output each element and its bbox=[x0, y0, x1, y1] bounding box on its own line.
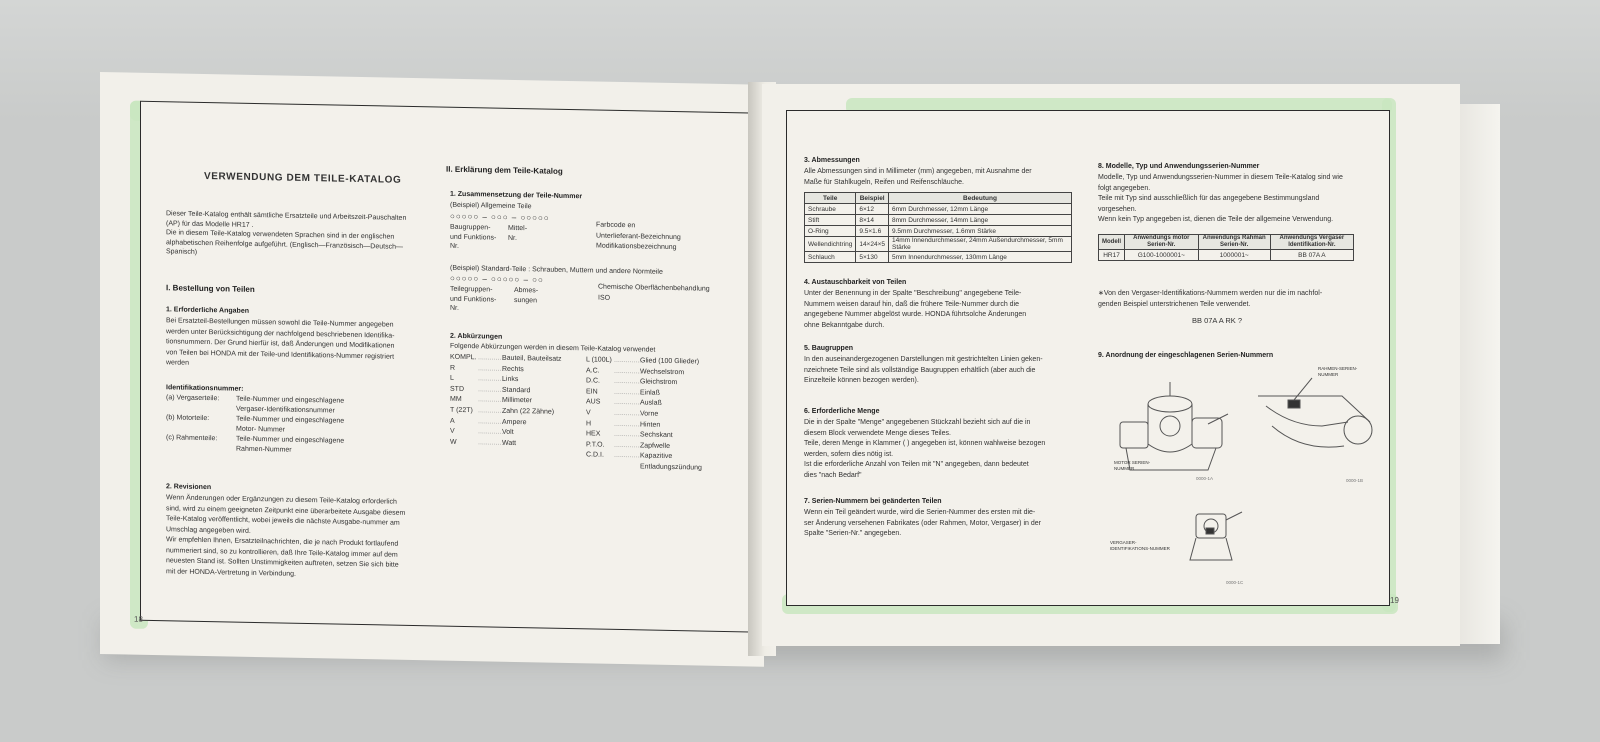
text-line: Teile, deren Menge in Klammer ( ) angegeben ist, können wahlweise bezogen bbox=[804, 440, 1046, 447]
leader-dots: .............. bbox=[614, 409, 642, 418]
ident-title: Identifikationsnummer: bbox=[166, 384, 244, 393]
text-line: Modelle, Typ und Anwendungsserien-Nummer in diesem Teile-Katalog sind wie bbox=[1098, 174, 1343, 181]
text-line: In den auseinandergezogenen Darstellungen mit gestrichtelten Linien geken- bbox=[804, 356, 1043, 363]
abbr-value: Vorne bbox=[640, 410, 659, 418]
text-line: ohne Bekanntgabe durch. bbox=[804, 321, 885, 329]
abbr-key: W bbox=[450, 438, 457, 446]
column-header: Teile bbox=[805, 193, 856, 204]
abbr-value: Hinten bbox=[640, 420, 661, 429]
subsection-title: 1. Erforderliche Angaben bbox=[166, 306, 249, 315]
leader-dots: .............. bbox=[614, 367, 642, 375]
table-cell: 14mm Innendurchmesser, 24mm Außendurchmesser, 5mm Stärke bbox=[889, 237, 1072, 252]
abbr-key: T (22T) bbox=[450, 406, 473, 415]
table-row bbox=[805, 215, 1072, 226]
abbr-key: V bbox=[586, 409, 591, 417]
model-table bbox=[1098, 234, 1354, 261]
example-code: ○○○○○ – ○○○ – ○○○○○ bbox=[450, 211, 550, 223]
column-header: Modell bbox=[1099, 235, 1125, 250]
abbr-key: AUS bbox=[586, 398, 601, 406]
ident-value: Rahmen-Nummer bbox=[236, 445, 292, 454]
ident-label: (b) Motorteile: bbox=[166, 414, 210, 423]
frame-serial-label: RAHMEN-SERIEN-NUMMER bbox=[1318, 366, 1358, 377]
text-line: folgt angegeben. bbox=[1098, 184, 1151, 192]
subsection-title: 4. Austauschbarkeit von Teilen bbox=[804, 279, 907, 286]
text-line: Die in der Spalte "Menge" angegebenen Stückzahl bezieht sich auf die in bbox=[804, 419, 1031, 426]
ident-value: Motor- Nummer bbox=[236, 425, 286, 434]
text-line: werden, sofern dies nötig ist. bbox=[804, 450, 894, 458]
abbr-intro: Folgende Abkürzungen werden in diesem Teile-Katalog verwendet bbox=[450, 342, 656, 354]
subsection-title: 7. Serien-Nummern bei geänderten Teilen bbox=[804, 498, 942, 505]
abbr-value: Standard bbox=[502, 386, 531, 395]
text-line: Nummern weisen darauf hin, daß die frühere Teile-Nummer durch die bbox=[804, 300, 1020, 308]
text-line: werden bbox=[166, 359, 189, 367]
abbr-value: Kapazitive bbox=[640, 452, 673, 461]
table-cell: 8mm Durchmesser, 14mm Länge bbox=[889, 215, 1072, 226]
subsection-title: 3. Abmessungen bbox=[804, 157, 860, 164]
text-line: Teile-Katalog veröffentlicht, wobei jeweils die nächste Ausgabe-nummer am bbox=[166, 515, 400, 527]
ident-value: Teile-Nummer und eingeschlagene bbox=[236, 435, 345, 445]
figure-code: 0000-1B bbox=[1346, 478, 1364, 483]
ident-label: (c) Rahmenteile: bbox=[166, 434, 218, 443]
leader-dots: .............. bbox=[614, 431, 642, 439]
text-line: Unterlieferant-Bezeichnung bbox=[596, 232, 681, 241]
text-line: Modifikationsbezeichnung bbox=[596, 242, 677, 252]
column-header: Bedeutung bbox=[889, 193, 1072, 204]
text-line: Nr. bbox=[450, 242, 459, 250]
ident-value: Vergaser-Identifikationsnummer bbox=[236, 405, 335, 415]
leader-dots: .............. bbox=[478, 428, 506, 436]
table-cell: 8×14 bbox=[856, 215, 889, 226]
right-page bbox=[762, 84, 1460, 646]
text-line: und Funktions- bbox=[450, 233, 497, 242]
leader-dots: .............. bbox=[614, 441, 642, 450]
text-line: neuesten Stand ist. Sollten Unstimmigkeiten auftreten, setzen Sie sich bitte bbox=[166, 557, 399, 569]
text-line: Unter der Benennung in der Spalte "Beschreibung" angegebene Teile- bbox=[804, 290, 1022, 297]
abbr-value: Wechselstrom bbox=[640, 367, 685, 376]
table-cell: O-Ring bbox=[805, 226, 856, 237]
abbr-key: L (100L) bbox=[586, 356, 612, 364]
text-line: genden Beispiel unterstrichenen Teile verwendet. bbox=[1098, 300, 1251, 308]
text-line: nummeriert sind, so zu kontrollieren, daß Ihre Teile-Katalog immer auf dem bbox=[166, 546, 398, 559]
leader-dots: .............. bbox=[614, 399, 642, 407]
abbr-value: Volt bbox=[502, 428, 514, 437]
motor-serial-label: MOTOR SERIEN-NUMMER bbox=[1114, 460, 1151, 471]
text-line: Abmes- bbox=[514, 286, 539, 295]
text-line: Wir empfehlen Ihnen, Ersatzteilnachrichten, die je nach Produkt fortlaufend bbox=[166, 536, 399, 548]
abbr-key: D.C. bbox=[586, 377, 600, 385]
leader-dots: .............. bbox=[478, 396, 506, 405]
abbr-value: Glied (100 Glieder) bbox=[640, 357, 700, 366]
abbr-key: KOMPL. bbox=[450, 353, 477, 362]
dimensions-table bbox=[804, 192, 1072, 263]
abbr-key: H bbox=[586, 419, 592, 428]
text-line: alphabetischen Reihenfolge aufgeführt. (Englisch—Französisch—Deutsch— bbox=[166, 239, 403, 251]
abbr-value: Links bbox=[502, 375, 519, 384]
text-line: angegebene Nummer abgelöst wurde. HONDA führtsolche Änderungen bbox=[804, 311, 1027, 318]
column-header: Anwendungs motor Serien-Nr. bbox=[1125, 235, 1199, 250]
table-cell: 9.5mm Durchmesser, 1.6mm Stärke bbox=[889, 226, 1072, 237]
abbr-value: Auslaß bbox=[640, 399, 662, 408]
page-number: 18 bbox=[134, 614, 143, 624]
text-line: und Funktions- bbox=[450, 295, 497, 304]
table-cell: Wellendichtring bbox=[805, 237, 856, 252]
carburetor-id-label: VERGASER-IDENTIFIKATIONS-NUMMER bbox=[1110, 540, 1170, 551]
text-line: ISO bbox=[598, 294, 611, 302]
text-line: Ist die erforderliche Anzahl von Teilen mit "N" angegeben, dann bedeutet bbox=[804, 461, 1029, 468]
text-line: Farbcode en bbox=[596, 221, 636, 230]
table-cell: 9.5×1.6 bbox=[856, 226, 889, 237]
frame-illustration bbox=[1252, 366, 1382, 476]
carburetor-illustration bbox=[1172, 504, 1252, 574]
subsection-title: 5. Baugruppen bbox=[804, 345, 854, 352]
abbr-key: V bbox=[450, 427, 455, 435]
text-line: mit der HONDA-Vertretung in Verbindung. bbox=[166, 567, 296, 578]
abbr-key: C.D.I. bbox=[586, 451, 604, 460]
table-cell: 1000001~ bbox=[1198, 250, 1270, 261]
text-line: Maße für Stahlkugeln, Reifen und Reifenschläuche. bbox=[804, 178, 964, 186]
text-line: Alle Abmessungen sind in Millimeter (mm) angegeben, mit Ausnahme der bbox=[804, 168, 1032, 175]
leader-dots: .............. bbox=[478, 375, 506, 383]
table-row bbox=[805, 226, 1072, 237]
table-cell: HR17 bbox=[1099, 250, 1125, 261]
abbr-value: Zahn (22 Zähne) bbox=[502, 407, 555, 416]
abbr-key: R bbox=[450, 364, 456, 372]
leader-dots: .............. bbox=[614, 452, 642, 460]
abbr-key: STD bbox=[450, 385, 464, 393]
column-header: Anwendungs Vergaser Identifikation-Nr. bbox=[1270, 235, 1353, 250]
leader-dots: .............. bbox=[478, 364, 506, 373]
leader-dots: .............. bbox=[614, 388, 642, 397]
leader-dots: .............. bbox=[478, 407, 506, 415]
abbr-value: Watt bbox=[502, 439, 517, 447]
table-cell: G100-1000001~ bbox=[1125, 250, 1199, 261]
text-line: sind, wird zu einem geeigneten Zeitpunkt eine überarbeitete Ausgabe diesem bbox=[166, 504, 406, 517]
table-cell: 5×130 bbox=[856, 252, 889, 263]
section-title: I. Bestellung von Teilen bbox=[166, 283, 255, 294]
text-line: von Teilen bei HONDA mit der Teile-und Identifikations-Nummer registriert bbox=[166, 348, 395, 361]
text-line: Nr. bbox=[450, 304, 459, 312]
abbr-value: Ampere bbox=[502, 418, 527, 426]
abbr-key: A.C. bbox=[586, 366, 600, 375]
abbr-value: Zapfwelle bbox=[640, 442, 670, 450]
leader-dots: .............. bbox=[614, 420, 642, 428]
abbr-value: Gleichstrom bbox=[640, 378, 678, 387]
text-line: nzeichnete Teile sind als vollständige Baugruppen erhältlich (aber auch die bbox=[804, 366, 1036, 374]
text-line: diesem Block verwendete Menge dieses Teiles. bbox=[804, 429, 951, 437]
text-line: Mittel- bbox=[508, 224, 528, 233]
table-cell: Schraube bbox=[805, 204, 856, 215]
left-page bbox=[100, 72, 764, 667]
table-cell: Schlauch bbox=[805, 252, 856, 263]
figure-code: 0000-1C bbox=[1226, 580, 1244, 585]
subsection-title: 2. Abkürzungen bbox=[450, 332, 503, 341]
abbr-key: L bbox=[450, 374, 454, 382]
text-line: werden unter Berücksichtigung der nachfolgend beschriebenen Identifika- bbox=[166, 327, 395, 340]
subsection-title: 6. Erforderliche Menge bbox=[804, 408, 880, 415]
subsection-title: 8. Modelle, Typ und Anwendungsserien-Nummer bbox=[1098, 163, 1260, 170]
text-line: Spalte "Serien-Nr." angegeben. bbox=[804, 530, 902, 537]
table-cell: 6×12 bbox=[856, 204, 889, 215]
subsection-title: 9. Anordnung der eingeschlagenen Serien-Nummern bbox=[1098, 352, 1274, 359]
text-line: Teilegruppen- bbox=[450, 285, 493, 294]
figure-code: 0000-1A bbox=[1196, 476, 1214, 481]
text-line: ∗Von den Vergaser-Identifikations-Nummern werden nur die im nachfol- bbox=[1098, 290, 1323, 297]
text-line: Wenn Änderungen oder Ergänzungen zu diesem Teile-Katalog erforderlich bbox=[166, 494, 397, 506]
table-cell: Stift bbox=[805, 215, 856, 226]
abbr-value: Millimeter bbox=[502, 397, 532, 405]
text-line: Nr. bbox=[508, 234, 517, 242]
text-line: Baugruppen- bbox=[450, 223, 491, 232]
text-line: Spanisch) bbox=[166, 248, 198, 257]
abbr-key: P.T.O. bbox=[586, 441, 605, 449]
example-title: (Beispiel) Allgemeine Teile bbox=[450, 201, 532, 211]
text-line: Umschlag angegeben wird. bbox=[166, 525, 251, 535]
abbr-key: HEX bbox=[586, 430, 601, 438]
abbr-key: A bbox=[450, 417, 455, 425]
leader-dots: .............. bbox=[478, 354, 506, 362]
subsection-title: 2. Revisionen bbox=[166, 483, 212, 492]
leader-dots: .............. bbox=[478, 417, 506, 426]
table-row bbox=[805, 204, 1072, 215]
abbr-value: Sechskant bbox=[640, 431, 673, 440]
text-line: Bei Ersatzteil-Bestellungen müssen sowohl die Teile-Nummer angegeben bbox=[166, 317, 394, 329]
leader-dots: .............. bbox=[614, 356, 642, 365]
text-line: Einzelteile können bezogen werden). bbox=[804, 377, 919, 384]
abbr-value: Rechts bbox=[502, 365, 524, 373]
ident-label: (a) Vergaserteile: bbox=[166, 394, 220, 403]
table-cell: 14×24×5 bbox=[856, 237, 889, 252]
page-number: 19 bbox=[1390, 596, 1399, 605]
abbr-key: MM bbox=[450, 396, 462, 404]
page-title: VERWENDUNG DEM TEILE-KATALOG bbox=[204, 170, 402, 186]
section-title: II. Erklärung dem Teile-Katalog bbox=[446, 164, 563, 176]
column-header: Beispiel bbox=[856, 193, 889, 204]
ident-value: Teile-Nummer und eingeschlagene bbox=[236, 415, 345, 425]
example-title: (Beispiel) Standard-Teile : Schrauben, Muttern und andere Normteile bbox=[450, 264, 663, 276]
column-header: Anwendungs Rahman Serien-Nr. bbox=[1198, 235, 1270, 250]
ident-value: Teile-Nummer und eingeschlagene bbox=[236, 395, 345, 405]
abbr-key: EIN bbox=[586, 388, 598, 396]
text-line: ser Änderung versehenen Fabrikates (oder Rahmen, Motor, Vergaser) in der bbox=[804, 519, 1041, 527]
text-line: sungen bbox=[514, 296, 537, 304]
leader-dots: .............. bbox=[478, 386, 506, 394]
table-cell: BB 07A A bbox=[1270, 250, 1353, 261]
text-line: tionsnummern. Der Grund hierfür ist, daß Änderungen und Modifikationen bbox=[166, 338, 395, 350]
text-line: dies "nach Bedarf" bbox=[804, 471, 862, 479]
table-row bbox=[805, 252, 1072, 263]
text-line: Wenn ein Teil geändert wurde, wird die Serien-Nummer des ersten mit die- bbox=[804, 509, 1036, 516]
abbr-value: Entladungszündung bbox=[640, 463, 702, 472]
leader-dots: .............. bbox=[478, 439, 506, 447]
text-line: (AP) für das Modelle HR17 . bbox=[166, 219, 254, 229]
table-cell: 6mm Durchmesser, 12mm Länge bbox=[889, 204, 1072, 215]
table-cell: 5mm Innendurchmesser, 130mm Länge bbox=[889, 252, 1072, 263]
text-line: vorgesehen. bbox=[1098, 205, 1137, 213]
subsection-title: 1. Zusammensetzung der Teile-Nummer bbox=[450, 190, 583, 201]
text-line: Chemische Oberflächenbehandlung bbox=[598, 283, 710, 293]
abbr-value: Einlaß bbox=[640, 389, 660, 397]
leader-dots: .............. bbox=[614, 378, 642, 386]
text-line: Teile mit Typ sind ausschließlich für das angegebene Bestimmungsland bbox=[1098, 195, 1320, 202]
table-row bbox=[805, 237, 1072, 252]
text-line: Dieser Teile-Katalog enthält sämtliche Ersatzteile und Arbeitszeit-Pauschalten bbox=[166, 210, 407, 222]
text-line: Wenn kein Typ angegeben ist, dienen die Teile der allgemeine Verwendung. bbox=[1098, 216, 1334, 223]
text-line: Die in diesem Teile-Katalog verwendeten Sprachen sind in der englischen bbox=[166, 229, 395, 241]
abbr-value: Bauteil, Bauteilsatz bbox=[502, 354, 562, 363]
carburetor-example: BB 07A A RK ? bbox=[1192, 316, 1243, 325]
example-code: ○○○○○ – ○○○○○ – ○○ bbox=[450, 273, 544, 285]
